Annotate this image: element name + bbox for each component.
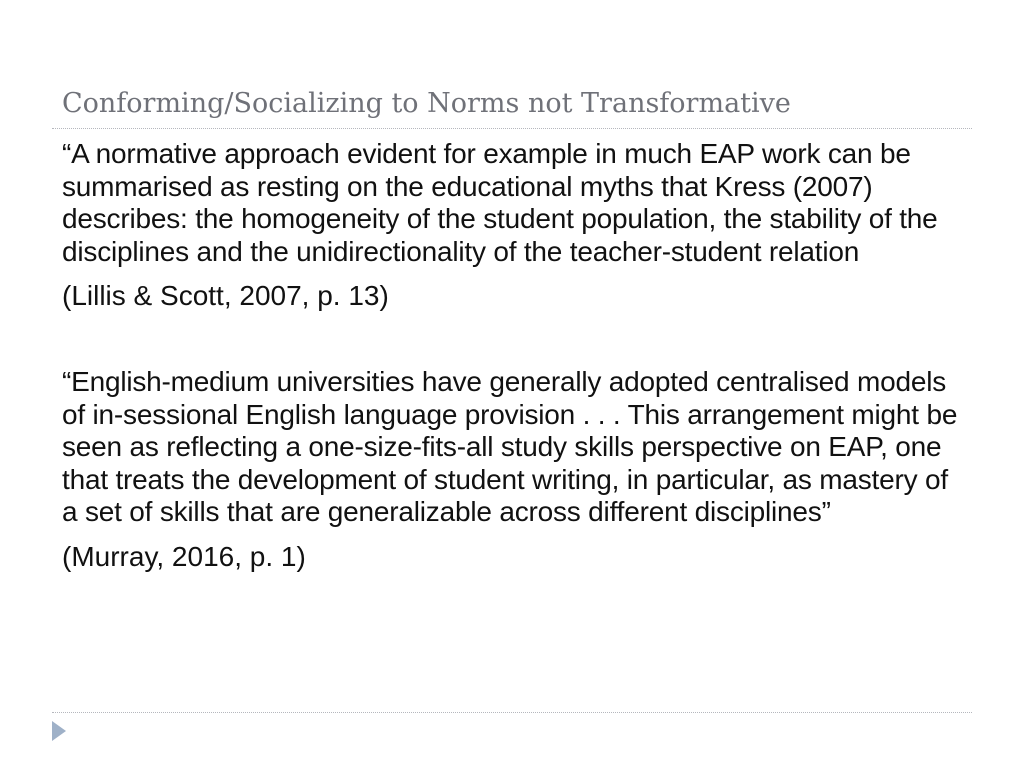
slide-body (62, 138, 962, 575)
quote-1-text: “A normative approach evident for example in much EAP work can be summarised as resting on the educational myths that Kress (2007) describes: the homogeneity of the student population, the stability of the disciplines and the unidirectionality of the teacher-student relation (62, 138, 938, 267)
quote-1-citation: (Lillis & Scott, 2007, p. 13) (62, 280, 389, 311)
triangle-right-icon[interactable] (52, 721, 66, 741)
title-divider (52, 128, 972, 129)
quote-2-text: “English-medium universities have generally adopted centralised models of in-sessional English language provision . . . This arrangement might be seen as reflecting a one-size-fits-all study skills perspective on EAP, one that treats the development of student writing, in particular, as mastery of a set of skills that are generalizable across different disciplines” (62, 366, 958, 527)
footer-divider (52, 712, 972, 713)
slide-title: Conforming/Socializing to Norms not Transformative (62, 88, 791, 119)
quote-2-citation: (Murray, 2016, p. 1) (62, 540, 306, 572)
